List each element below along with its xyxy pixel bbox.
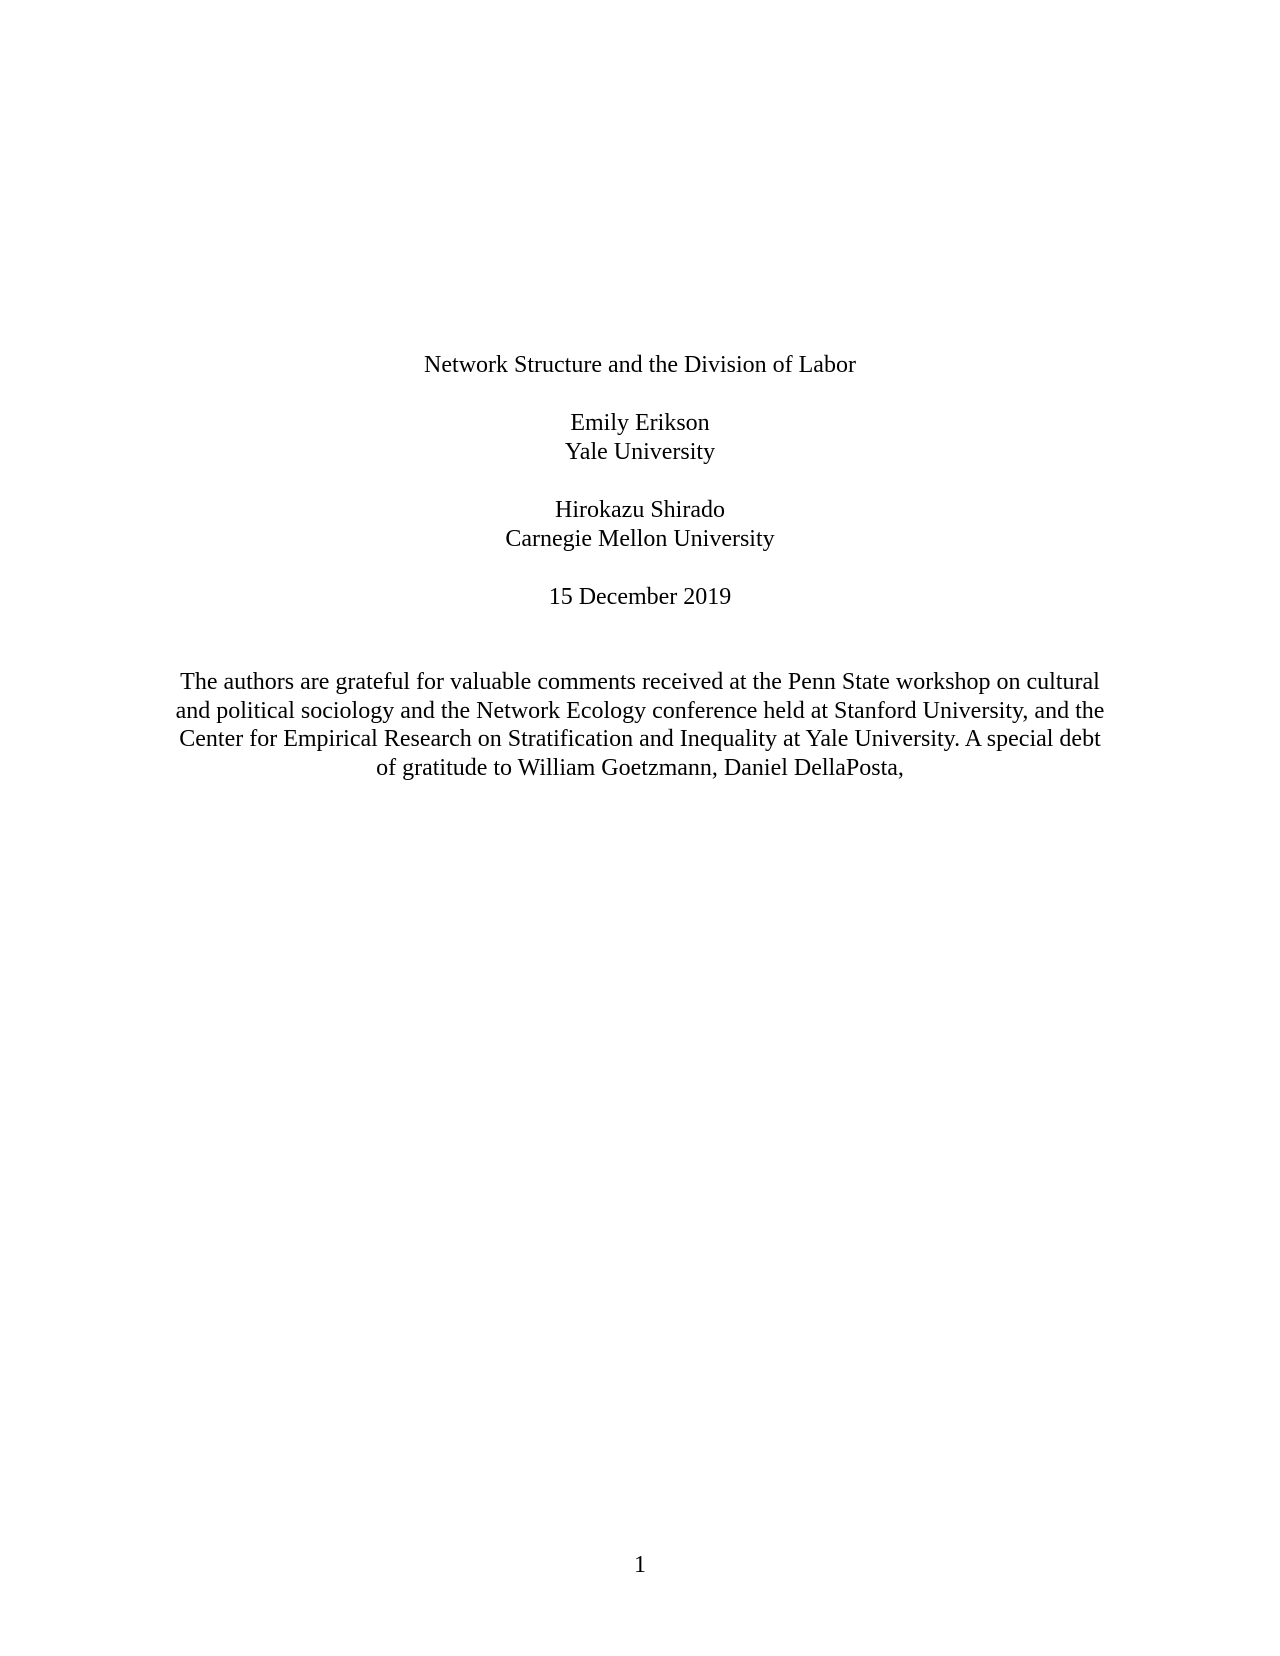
acknowledgment-line: of gratitude to William Goetzmann, Daniel DellaPosta, [376, 754, 904, 781]
acknowledgment-line: and political sociology and the Network Ecology conference held at Stanford University, and the [175, 697, 1105, 724]
author-affiliation: Yale University [564, 439, 716, 465]
acknowledgment-line: The authors are grateful for valuable comments received at the Penn State workshop on cultural [180, 669, 1100, 695]
page-number: 1 [634, 1552, 646, 1578]
author-name: Hirokazu Shirado [555, 497, 725, 523]
acknowledgment-paragraph [140, 668, 1140, 782]
author-affiliation: Carnegie Mellon University [505, 526, 775, 552]
acknowledgment-line: Center for Empirical Research on Stratification and Inequality at Yale University. A special debt [179, 726, 1101, 752]
paper-date: 15 December 2019 [548, 584, 732, 610]
author-name: Emily Erikson [570, 410, 710, 436]
paper-title: Network Structure and the Division of Labor [424, 352, 856, 378]
